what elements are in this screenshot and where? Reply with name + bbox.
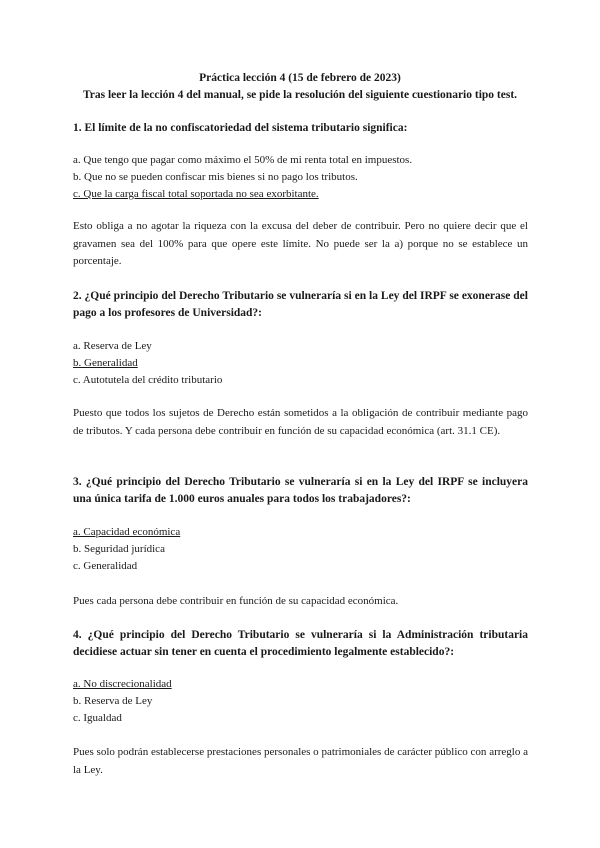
question-4-option-c: c. Igualdad <box>73 712 122 724</box>
question-2-text: 2. ¿Qué principio del Derecho Tributario se vulneraría si en la Ley del IRPF se exonerase del pago a los profesores de Universidad?: <box>73 290 528 319</box>
question-3-option-a-correct: a. Capacidad económica <box>73 526 181 538</box>
question-4-option-a-correct: a. No discrecionalidad <box>73 678 172 690</box>
question-2-option-b-correct: b. Generalidad <box>73 357 138 369</box>
question-1-option-a: a. Que tengo que pagar como máximo el 50% de mi renta total en impuestos. <box>73 154 413 166</box>
question-3-explanation: Pues cada persona debe contribuir en función de su capacidad económica. <box>73 595 399 607</box>
question-1-text: 1. El límite de la no confiscatoriedad del sistema tributario significa: <box>73 122 408 134</box>
question-4-explanation: Pues solo podrán establecerse prestaciones personales o patrimoniales de carácter público con arreglo a la Ley. <box>73 746 528 776</box>
question-3-options <box>73 524 528 575</box>
question-2 <box>73 288 528 322</box>
question-3 <box>73 474 528 508</box>
document-title: Práctica lección 4 (15 de febrero de 2023) <box>199 72 401 84</box>
question-1-option-c-correct: c. Que la carga fiscal total soportada no sea exorbitante. <box>73 188 319 200</box>
question-1-option-b: b. Que no se pueden confiscar mis bienes si no pago los tributos. <box>73 171 358 183</box>
question-4-text: 4. ¿Qué principio del Derecho Tributario se vulneraría si la Administración tributaria decidiese actuar sin tener en cuenta el procedimiento legalmente establecido?: <box>73 629 528 658</box>
question-4-options <box>73 676 528 727</box>
document-header <box>0 70 600 104</box>
question-3-option-c: c. Generalidad <box>73 560 138 572</box>
question-4-option-b: b. Reserva de Ley <box>73 695 153 707</box>
question-2-options <box>73 338 528 389</box>
question-4 <box>73 627 528 661</box>
question-2-explanation: Puesto que todos los sujetos de Derecho están sometidos a la obligación de contribuir mediante pago de tributos. Y cada persona debe contribuir en función de su capacidad económica (art. 31.1 CE). <box>73 407 528 437</box>
question-1 <box>73 120 528 137</box>
question-2-option-a: a. Reserva de Ley <box>73 340 152 352</box>
question-3-option-b: b. Seguridad jurídica <box>73 543 165 555</box>
question-1-options <box>73 152 528 203</box>
document-intro: Tras leer la lección 4 del manual, se pide la resolución del siguiente cuestionario tipo test. <box>82 89 518 101</box>
question-3-text: 3. ¿Qué principio del Derecho Tributario se vulneraría si en la Ley del IRPF se incluyera una única tarifa de 1.000 euros anuales para todos los trabajadores?: <box>73 476 528 505</box>
question-2-option-c: c. Autotutela del crédito tributario <box>73 374 223 386</box>
question-1-explanation: Esto obliga a no agotar la riqueza con la excusa del deber de contribuir. Pero no quiere decir que el gravamen sea del 100% para que opere este límite. No puede ser la a) porque no se establece un porcentaje. <box>73 220 528 267</box>
